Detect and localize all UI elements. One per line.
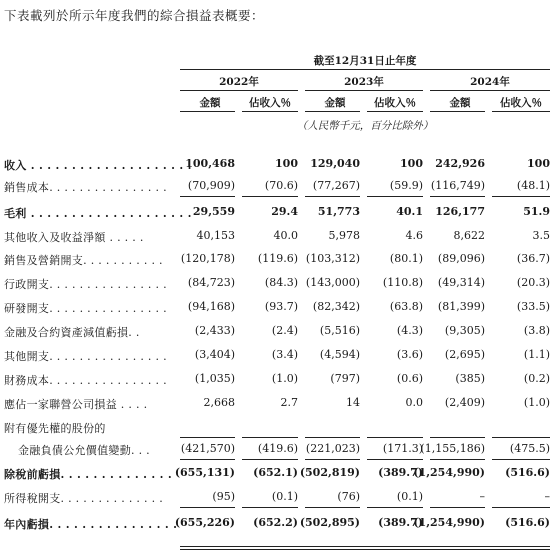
year-underline-2024 bbox=[430, 90, 550, 91]
cell-pct-2023: (389.7) bbox=[378, 516, 423, 529]
table-row bbox=[0, 516, 554, 538]
row-label: 毛利 . . . . . . . . . . . . . . . . . . . . bbox=[4, 207, 192, 220]
table-row bbox=[0, 179, 554, 201]
row-label: 附有優先權的股份的 bbox=[4, 422, 106, 435]
row-label: 除稅前虧損. . . . . . . . . . . . . . bbox=[4, 468, 172, 481]
row-label: 銷售成本. . . . . . . . . . . . . . . . bbox=[4, 181, 167, 194]
col-header-pct-2024: 佔收入％ bbox=[500, 97, 542, 109]
row-label: 年內虧損. . . . . . . . . . . . . . . . bbox=[4, 518, 178, 531]
cell-amount-2023: (76) bbox=[337, 490, 360, 503]
cell-amount-2024: (385) bbox=[455, 372, 485, 385]
subtotal-rule bbox=[305, 196, 360, 197]
cell-amount-2022: 40,153 bbox=[196, 229, 235, 242]
cell-amount-2024: (116,749) bbox=[430, 179, 485, 192]
cell-pct-2022: (652.2) bbox=[253, 516, 298, 529]
cell-pct-2023: (110.8) bbox=[382, 276, 423, 289]
cell-pct-2024: (33.5) bbox=[516, 300, 550, 313]
subtotal-rule bbox=[305, 437, 360, 438]
cell-amount-2023: (103,312) bbox=[305, 252, 360, 265]
table-row bbox=[0, 396, 554, 418]
cell-amount-2024: (1,254,990) bbox=[413, 466, 485, 479]
cell-amount-2022: (70,909) bbox=[187, 179, 235, 192]
total-underline-1 bbox=[180, 546, 550, 547]
cell-pct-2023: (0.6) bbox=[396, 372, 423, 385]
table-row bbox=[0, 442, 554, 464]
table-row bbox=[0, 490, 554, 512]
col-header-amount-2024: 金額 bbox=[449, 97, 471, 109]
cell-pct-2024: – bbox=[544, 490, 550, 503]
cell-pct-2022: (93.7) bbox=[264, 300, 298, 313]
subtotal-rule bbox=[305, 459, 360, 460]
subtotal-rule bbox=[367, 437, 423, 438]
cell-amount-2023: (77,267) bbox=[312, 179, 360, 192]
cell-amount-2024: 126,177 bbox=[435, 205, 485, 218]
cell-amount-2022: (3,404) bbox=[194, 348, 235, 361]
subtotal-rule bbox=[430, 507, 485, 508]
table-row bbox=[0, 324, 554, 346]
cell-pct-2022: (3.4) bbox=[271, 348, 298, 361]
table-row bbox=[0, 348, 554, 370]
col-header-amount-2023: 金額 bbox=[324, 97, 346, 109]
cell-pct-2022: 2.7 bbox=[280, 396, 298, 409]
cell-amount-2022: (655,226) bbox=[174, 516, 235, 529]
cell-amount-2023: 5,978 bbox=[328, 229, 360, 242]
cell-pct-2024: (475.5) bbox=[509, 442, 550, 455]
year-underline-2023 bbox=[305, 90, 423, 91]
table-row bbox=[0, 276, 554, 298]
cell-pct-2023: (4.3) bbox=[396, 324, 423, 337]
cell-pct-2022: (2.4) bbox=[271, 324, 298, 337]
row-label: 其他開支. . . . . . . . . . . . . . . . bbox=[4, 350, 167, 363]
cell-pct-2024: (3.8) bbox=[523, 324, 550, 337]
cell-pct-2023: 4.6 bbox=[405, 229, 423, 242]
row-label: 財務成本. . . . . . . . . . . . . . . . bbox=[4, 374, 167, 387]
row-label: 金融及合約資產減值虧損. . bbox=[4, 326, 140, 339]
cell-pct-2023: (59.9) bbox=[389, 179, 423, 192]
cell-amount-2024: (89,096) bbox=[437, 252, 485, 265]
subtotal-rule bbox=[242, 196, 298, 197]
cell-pct-2022: 29.4 bbox=[271, 205, 298, 218]
row-label: 研發開支. . . . . . . . . . . . . . . . bbox=[4, 302, 167, 315]
subtotal-rule bbox=[367, 507, 423, 508]
cell-pct-2022: 100 bbox=[275, 157, 298, 170]
subtotal-rule bbox=[242, 437, 298, 438]
subtotal-rule bbox=[305, 507, 360, 508]
total-underline-2 bbox=[180, 549, 550, 550]
cell-pct-2024: 100 bbox=[527, 157, 550, 170]
cell-pct-2024: (36.7) bbox=[516, 252, 550, 265]
cell-pct-2024: 3.5 bbox=[532, 229, 550, 242]
cell-pct-2022: (0.1) bbox=[271, 490, 298, 503]
subtotal-rule bbox=[180, 507, 235, 508]
cell-amount-2022: (95) bbox=[212, 490, 235, 503]
cell-pct-2024: (20.3) bbox=[516, 276, 550, 289]
cell-amount-2022: 2,668 bbox=[203, 396, 235, 409]
cell-amount-2022: (421,570) bbox=[180, 442, 235, 455]
cell-amount-2024: (81,399) bbox=[437, 300, 485, 313]
cell-pct-2022: (119.6) bbox=[257, 252, 298, 265]
row-label: 收入 . . . . . . . . . . . . . . . . . . . . bbox=[4, 159, 192, 172]
subtotal-rule bbox=[492, 459, 550, 460]
cell-amount-2023: (221,023) bbox=[305, 442, 360, 455]
cell-pct-2022: (419.6) bbox=[257, 442, 298, 455]
cell-pct-2024: (516.6) bbox=[505, 466, 550, 479]
cell-pct-2024: (1.0) bbox=[523, 396, 550, 409]
table-row bbox=[0, 252, 554, 274]
cell-pct-2022: 40.0 bbox=[273, 229, 298, 242]
cell-amount-2023: (143,000) bbox=[305, 276, 360, 289]
cell-amount-2022: (94,168) bbox=[187, 300, 235, 313]
cell-pct-2023: 0.0 bbox=[405, 396, 423, 409]
cell-amount-2023: (502,819) bbox=[299, 466, 360, 479]
year-underline-2022 bbox=[180, 90, 298, 91]
row-label: 所得稅開支. . . . . . . . . . . . . . bbox=[4, 492, 164, 505]
col-underline-pct-2022 bbox=[242, 111, 298, 112]
table-row bbox=[0, 466, 554, 488]
cell-amount-2024: (1,254,990) bbox=[413, 516, 485, 529]
col-header-pct-2022: 佔收入％ bbox=[249, 97, 291, 109]
subtotal-rule bbox=[430, 437, 485, 438]
cell-amount-2024: (49,314) bbox=[437, 276, 485, 289]
col-underline-amount-2022 bbox=[180, 111, 235, 112]
col-underline-amount-2023 bbox=[305, 111, 360, 112]
cell-amount-2024: (9,305) bbox=[444, 324, 485, 337]
table-row bbox=[0, 157, 554, 179]
cell-amount-2023: 129,040 bbox=[310, 157, 360, 170]
subtotal-rule bbox=[242, 507, 298, 508]
cell-amount-2022: (1,035) bbox=[194, 372, 235, 385]
cell-pct-2022: (70.6) bbox=[264, 179, 298, 192]
cell-pct-2024: (48.1) bbox=[516, 179, 550, 192]
cell-pct-2023: (0.1) bbox=[396, 490, 423, 503]
cell-pct-2023: 40.1 bbox=[396, 205, 423, 218]
cell-pct-2024: 51.9 bbox=[523, 205, 550, 218]
cell-pct-2023: (171.3) bbox=[382, 442, 423, 455]
cell-amount-2024: 242,926 bbox=[435, 157, 485, 170]
subtotal-rule bbox=[367, 459, 423, 460]
cell-amount-2024: (1,155,186) bbox=[420, 442, 485, 455]
row-label: 其他收入及收益淨額 . . . . . bbox=[4, 231, 144, 244]
cell-pct-2024: (516.6) bbox=[505, 516, 550, 529]
table-row bbox=[0, 229, 554, 251]
col-underline-amount-2024 bbox=[430, 111, 485, 112]
cell-amount-2024: 8,622 bbox=[453, 229, 485, 242]
cell-pct-2022: (652.1) bbox=[253, 466, 298, 479]
cell-amount-2022: (120,178) bbox=[180, 252, 235, 265]
cell-pct-2023: (389.7) bbox=[378, 466, 423, 479]
col-header-pct-2023: 佔收入％ bbox=[374, 97, 416, 109]
cell-amount-2023: (4,594) bbox=[319, 348, 360, 361]
cell-amount-2022: (2,433) bbox=[194, 324, 235, 337]
cell-pct-2023: (3.6) bbox=[396, 348, 423, 361]
subtotal-rule bbox=[430, 196, 485, 197]
subtotal-rule bbox=[430, 459, 485, 460]
col-header-amount-2022: 金額 bbox=[199, 97, 221, 109]
cell-pct-2022: (84.3) bbox=[264, 276, 298, 289]
cell-amount-2024: (2,409) bbox=[444, 396, 485, 409]
cell-amount-2023: (82,342) bbox=[312, 300, 360, 313]
period-header: 截至12月31日止年度 bbox=[313, 55, 417, 67]
row-label: 銷售及營銷開支. . . . . . . . . . . bbox=[4, 254, 163, 267]
subtotal-rule bbox=[242, 459, 298, 460]
cell-pct-2023: (63.8) bbox=[389, 300, 423, 313]
cell-pct-2023: 100 bbox=[400, 157, 423, 170]
row-label: 應佔一家聯營公司損益 . . . . bbox=[4, 398, 148, 411]
row-label: 行政開支. . . . . . . . . . . . . . . . bbox=[4, 278, 167, 291]
cell-amount-2023: (5,516) bbox=[319, 324, 360, 337]
cell-amount-2022: (655,131) bbox=[174, 466, 235, 479]
subtotal-rule bbox=[492, 437, 550, 438]
row-label: 金融負債公允價值變動. . . bbox=[18, 444, 150, 457]
subtotal-rule bbox=[180, 459, 235, 460]
cell-amount-2023: (797) bbox=[330, 372, 360, 385]
cell-amount-2023: 51,773 bbox=[317, 205, 360, 218]
col-underline-pct-2024 bbox=[492, 111, 550, 112]
period-underline bbox=[180, 69, 550, 70]
cell-amount-2023: 14 bbox=[346, 396, 360, 409]
table-row bbox=[0, 420, 554, 442]
year-header-2023: 2023年 bbox=[344, 76, 384, 88]
cell-pct-2023: (80.1) bbox=[389, 252, 423, 265]
cell-amount-2022: 100,468 bbox=[185, 157, 235, 170]
subtotal-rule bbox=[492, 196, 550, 197]
table-row bbox=[0, 300, 554, 322]
cell-amount-2024: (2,695) bbox=[444, 348, 485, 361]
cell-pct-2024: (1.1) bbox=[523, 348, 550, 361]
subtotal-rule bbox=[180, 196, 235, 197]
subtotal-rule bbox=[492, 507, 550, 508]
table-row bbox=[0, 372, 554, 394]
cell-amount-2022: (84,723) bbox=[187, 276, 235, 289]
col-underline-pct-2023 bbox=[367, 111, 423, 112]
cell-amount-2022: 29,559 bbox=[192, 205, 235, 218]
subtotal-rule bbox=[180, 437, 235, 438]
subtotal-rule bbox=[367, 196, 423, 197]
unit-note: （人民幣千元，百分比除外） bbox=[296, 120, 434, 132]
cell-pct-2022: (1.0) bbox=[271, 372, 298, 385]
cell-pct-2024: (0.2) bbox=[523, 372, 550, 385]
table-row bbox=[0, 205, 554, 227]
cell-amount-2024: – bbox=[479, 490, 485, 503]
cell-amount-2023: (502,895) bbox=[299, 516, 360, 529]
year-header-2024: 2024年 bbox=[470, 76, 510, 88]
intro-text: 下表載列於所示年度我們的綜合損益表概要： bbox=[4, 8, 265, 23]
year-header-2022: 2022年 bbox=[219, 76, 259, 88]
